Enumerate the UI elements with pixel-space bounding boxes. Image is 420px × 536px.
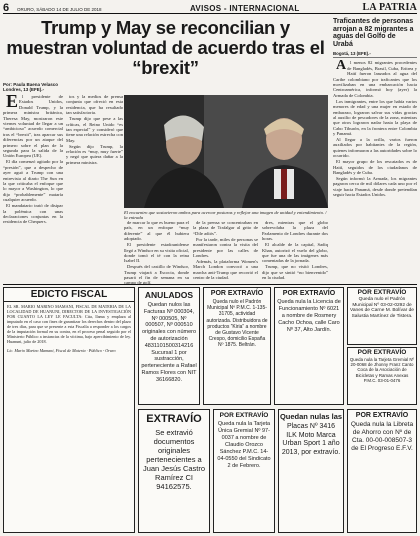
ad-por-extravio-4	[347, 347, 417, 405]
article-paragraph: El presidente de Estados Unidos, Donald Trump, y la primera ministra británica, Theresa May, mostraron este viernes voluntad de llegar a un “ambicioso” acuerdo comercial tras el “brexit”, tras aparcar sus diferencias por un ataque del primero sobre el plan de la segunda para la salida de la Unión Europea (UE).	[3, 91, 63, 159]
ad-por-extravio-1	[203, 287, 271, 405]
ad-footer: Lic. Mario Marino Mamani, Fiscal de Materia · Público - Oruro	[7, 348, 116, 353]
ad-por-extravio-3	[347, 287, 417, 345]
article-byline	[3, 82, 328, 92]
ad-title: POR EXTRAVÍO	[282, 290, 336, 297]
sidebar-paragraph: Los inmigrantes, entre los que había varios menores de edad y una mujer en estado de embarazo, lograron salvar sus vidas gracias al auxilio de pescadores de la zona, mientras que otros lograron nadar hasta la playa de Cabo Tiburón, en la frontera entre Colombia y Panamá.	[333, 98, 417, 137]
article-paragraph: Después del castillo de Windsor, Trump viajará a Escocia, donde pasará el fin de semana en su campo de golf.	[124, 264, 189, 286]
ad-extravio	[138, 409, 210, 533]
byline-place: Londres, 13 (EFE).-	[3, 87, 45, 92]
ad-por-extravio-2	[274, 287, 344, 405]
ad-title: POR EXTRAVÍO	[357, 289, 407, 296]
ad-edicto-fiscal	[3, 287, 135, 533]
article-photo	[124, 95, 328, 208]
article-column-2	[66, 94, 123, 280]
dateline: ORURO, SÁBADO 14 DE JULIO DE 2018	[17, 7, 102, 12]
article-paragraph: El alcalde de la capital, Sadiq Khan, autorizó el vuelo del globo, que fue una de las imágenes más comentadas de la jornada.	[262, 242, 328, 264]
article-paragraph: tos y la medios de prensa conjunta que ofreció en esta residencia, que ha resultado tan satisfactoria.	[66, 94, 123, 116]
ad-body: Queda nulo el Padrón Municipal Nº P.M.C. 1-135-31705, actividad autorizada. Distribuidora de productos “Kiria” a nombre de Gustavo Vicente Crespo, domicilio España Nº 1875. Beltrán.	[206, 299, 268, 349]
ad-title: EDICTO FISCAL	[4, 288, 134, 302]
sidebar-paragraph: El mayor grupo de los rescatados es de Haití, seguidos de los ciudadanos de Bangladés y de Cuba.	[333, 159, 417, 175]
ad-title: Quedan nulas las	[279, 412, 343, 421]
ad-title: EXTRAVÍO	[146, 413, 202, 425]
sidebar-headline: Traficantes de personas arrojan a 82 migrantes a aguas del Golfo de Urabá	[333, 18, 414, 48]
sidebar-paragraph: Al llegar a la orilla, varios fueron auxiliados por habitantes de la región, quienes informaron a las autoridades sobre lo ocurrido.	[333, 137, 417, 159]
ad-title: POR EXTRAVÍO	[355, 412, 409, 419]
section-title: AVISOS - INTERNACIONAL	[189, 4, 300, 13]
ad-title: POR EXTRAVÍO	[219, 412, 269, 419]
photo-illustration	[124, 95, 328, 208]
article-paragraph: de marcar lo que es bueno para el país, en un enfoque “muy diferente” al que él hubiera adoptado.	[124, 220, 189, 242]
ad-body: Queda nula la Tarjeta Gremial Nº 20-0068 de Jhonny Franz Canto Coca de la Asociación de Bicicletas y Ramas Anexas P.M.C. 03-01-0476	[349, 357, 415, 383]
ad-body: Placas Nº 3416 ILK Moto Marca Urban Sport 1 año 2013, por extravío.	[281, 423, 341, 456]
page-header	[3, 2, 417, 14]
article-paragraph: Según dijo Trump, la relación es “muy, muy fuerte” y negó que quiera dañar a la primera ministra.	[66, 143, 123, 165]
sidebar-byline: Bogotá, 13 (EFE).-	[333, 51, 417, 58]
ad-body: Queda nula la Licencia de Funcionamiento Nº 6021 a nombre de Rosmery Cacho Ochoa, calle Caro Nº 37, Alto Jardín.	[277, 299, 341, 333]
article-paragraph: El presidente estadounidense llegó a Windsor en su visita oficial, donde tomó el té con la reina Isabel II.	[124, 242, 189, 264]
ad-anulados	[138, 287, 200, 405]
ad-por-extravio-5	[213, 409, 275, 533]
page-number: 6	[3, 2, 10, 14]
ad-por-extravio-6	[347, 409, 417, 533]
ad-title: POR EXTRAVÍO	[357, 349, 407, 356]
article-paragraph: El día comenzó agitado por la “presión”, que a despecho de ayer aguó a Trump con una entrevista al diario The Sun en la que criticaba el enfoque que lo mayor a Washington, lo que dijo “probablemente” mataría cualquier acuerdo.	[3, 159, 63, 203]
article-column-1	[3, 91, 63, 280]
article-paragraph: de la prensa se concentraban en la plaza de Trafalgar al grito de “Dile adiós”.	[193, 220, 258, 236]
article-column-4	[193, 220, 258, 280]
ad-title: POR EXTRAVÍO	[210, 290, 264, 297]
ad-body: EL SR. MARIO MARINO MAMANI, FISCAL DE MATERIA DE LA LOCALIDAD DE HUANUNI, DIRECTOR DE LA INVESTIGACIÓN POR CUANTO LA LEY LE FACULTA: Cita, llama y emplaza al imputado en el caso con fines de garantizar los derechos dentro del plazo de tres días, para que se presente a esta Fiscalía a responder a los cargos de la imputación formal en su contra, en el proceso penal seguido por el Ministerio Público a instancias de la víctima, bajo apercibimiento de ley. Huanuni, julio de 2018.	[7, 304, 131, 344]
photo-caption: El encuentro que sostuvieron ambos para acercar posturas y reflejar una imagen de unidad y entendimiento. / la entrada	[124, 210, 327, 220]
ad-body: Queda nula la Tarjeta Única Gremial Nº 97-0037 a nombre de Claudio Orozco Sánchez P.M.C. 14-04-0550 del Sindicato 2 de Febrero.	[217, 421, 271, 469]
byline-author: Por: Paula Baena Velasco	[3, 82, 59, 87]
article-column-5	[262, 220, 328, 280]
ad-body: Se extravió documentos originales pertenecientes a Juan Jesús Castro Ramírez CI 94162575.	[142, 428, 206, 491]
ad-body: Quedan nulos las Facturas Nº 000304, Nº 000505, Nº 000507, Nº 000510 originales con número de autorización 4831101500314216 Sucursal 1 por sustracción, perteneciente a Rafael Ramos Flores con NIT 36166820.	[141, 302, 197, 383]
article-headline: Trump y May se reconcilian y muestran voluntad de acuerdo tras el “brexit”	[6, 17, 325, 78]
sidebar-paragraph: Según informó la Armada, los migrantes pagaron cerca de mil dólares cada uno por el viaje hacia Panamá, desde donde pretendían seguir hacia Estados Unidos.	[333, 175, 417, 198]
ad-quedan-nulas	[278, 409, 344, 533]
article-paragraph: Trump, que no visitó Londres, dijo que se sintió “no bienvenido” en la ciudad.	[262, 264, 328, 281]
article-paragraph: Trump dijo que pese a las críticas, el Reino Unido “es tan especial” y consideró que tiene una relación estrecha con May.	[66, 116, 123, 143]
article-column-3	[124, 220, 189, 286]
article-paragraph: Además, la plataforma Women's March London convocó a una marcha anti-Trump que recorrió el centro de la ciudad.	[193, 258, 258, 281]
sidebar-body	[333, 60, 417, 197]
classified-ads	[3, 284, 417, 534]
drop-cap: E	[6, 91, 19, 111]
sidebar-article	[333, 18, 417, 198]
newspaper-brand: LA PATRIA	[362, 2, 417, 13]
article-paragraph: dres, mientras que el globo sobrevolaba la plaza del Parlamento de Londres durante dos horas.	[262, 220, 328, 242]
sidebar-paragraph: Al menos 82 migrantes procedentes de Bangladés, Brasil, Cuba, Eritrea y Haití fueron lanzados al agua del Caribe colombiano por traficantes que los movilizaban en una embarcación hacia Centroamérica, informó hoy (ayer) la Armada de Colombia.	[333, 58, 417, 98]
drop-cap: A	[336, 58, 347, 74]
ad-title: ANULADOS	[144, 290, 194, 300]
ad-body: Queda nulo el Padrón Municipal Nº 03-02-0292 de Vanes de Carne M. Bolívar de Salustia Martínez de Tistera.	[350, 297, 414, 319]
article-paragraph: Por la tarde, miles de personas se manifestaron contra la visita del presidente por las calles de Londres.	[193, 236, 258, 258]
ad-body: Queda nula la Libreta de Ahorro con Nº de Cta. 00-00-008507-3 de El Progreso E.F.V.	[350, 421, 414, 452]
article-paragraph: El mandatario trató de disipar la polémica con unas declaraciones conjuntas en la residencia de Chequers.	[3, 203, 63, 225]
